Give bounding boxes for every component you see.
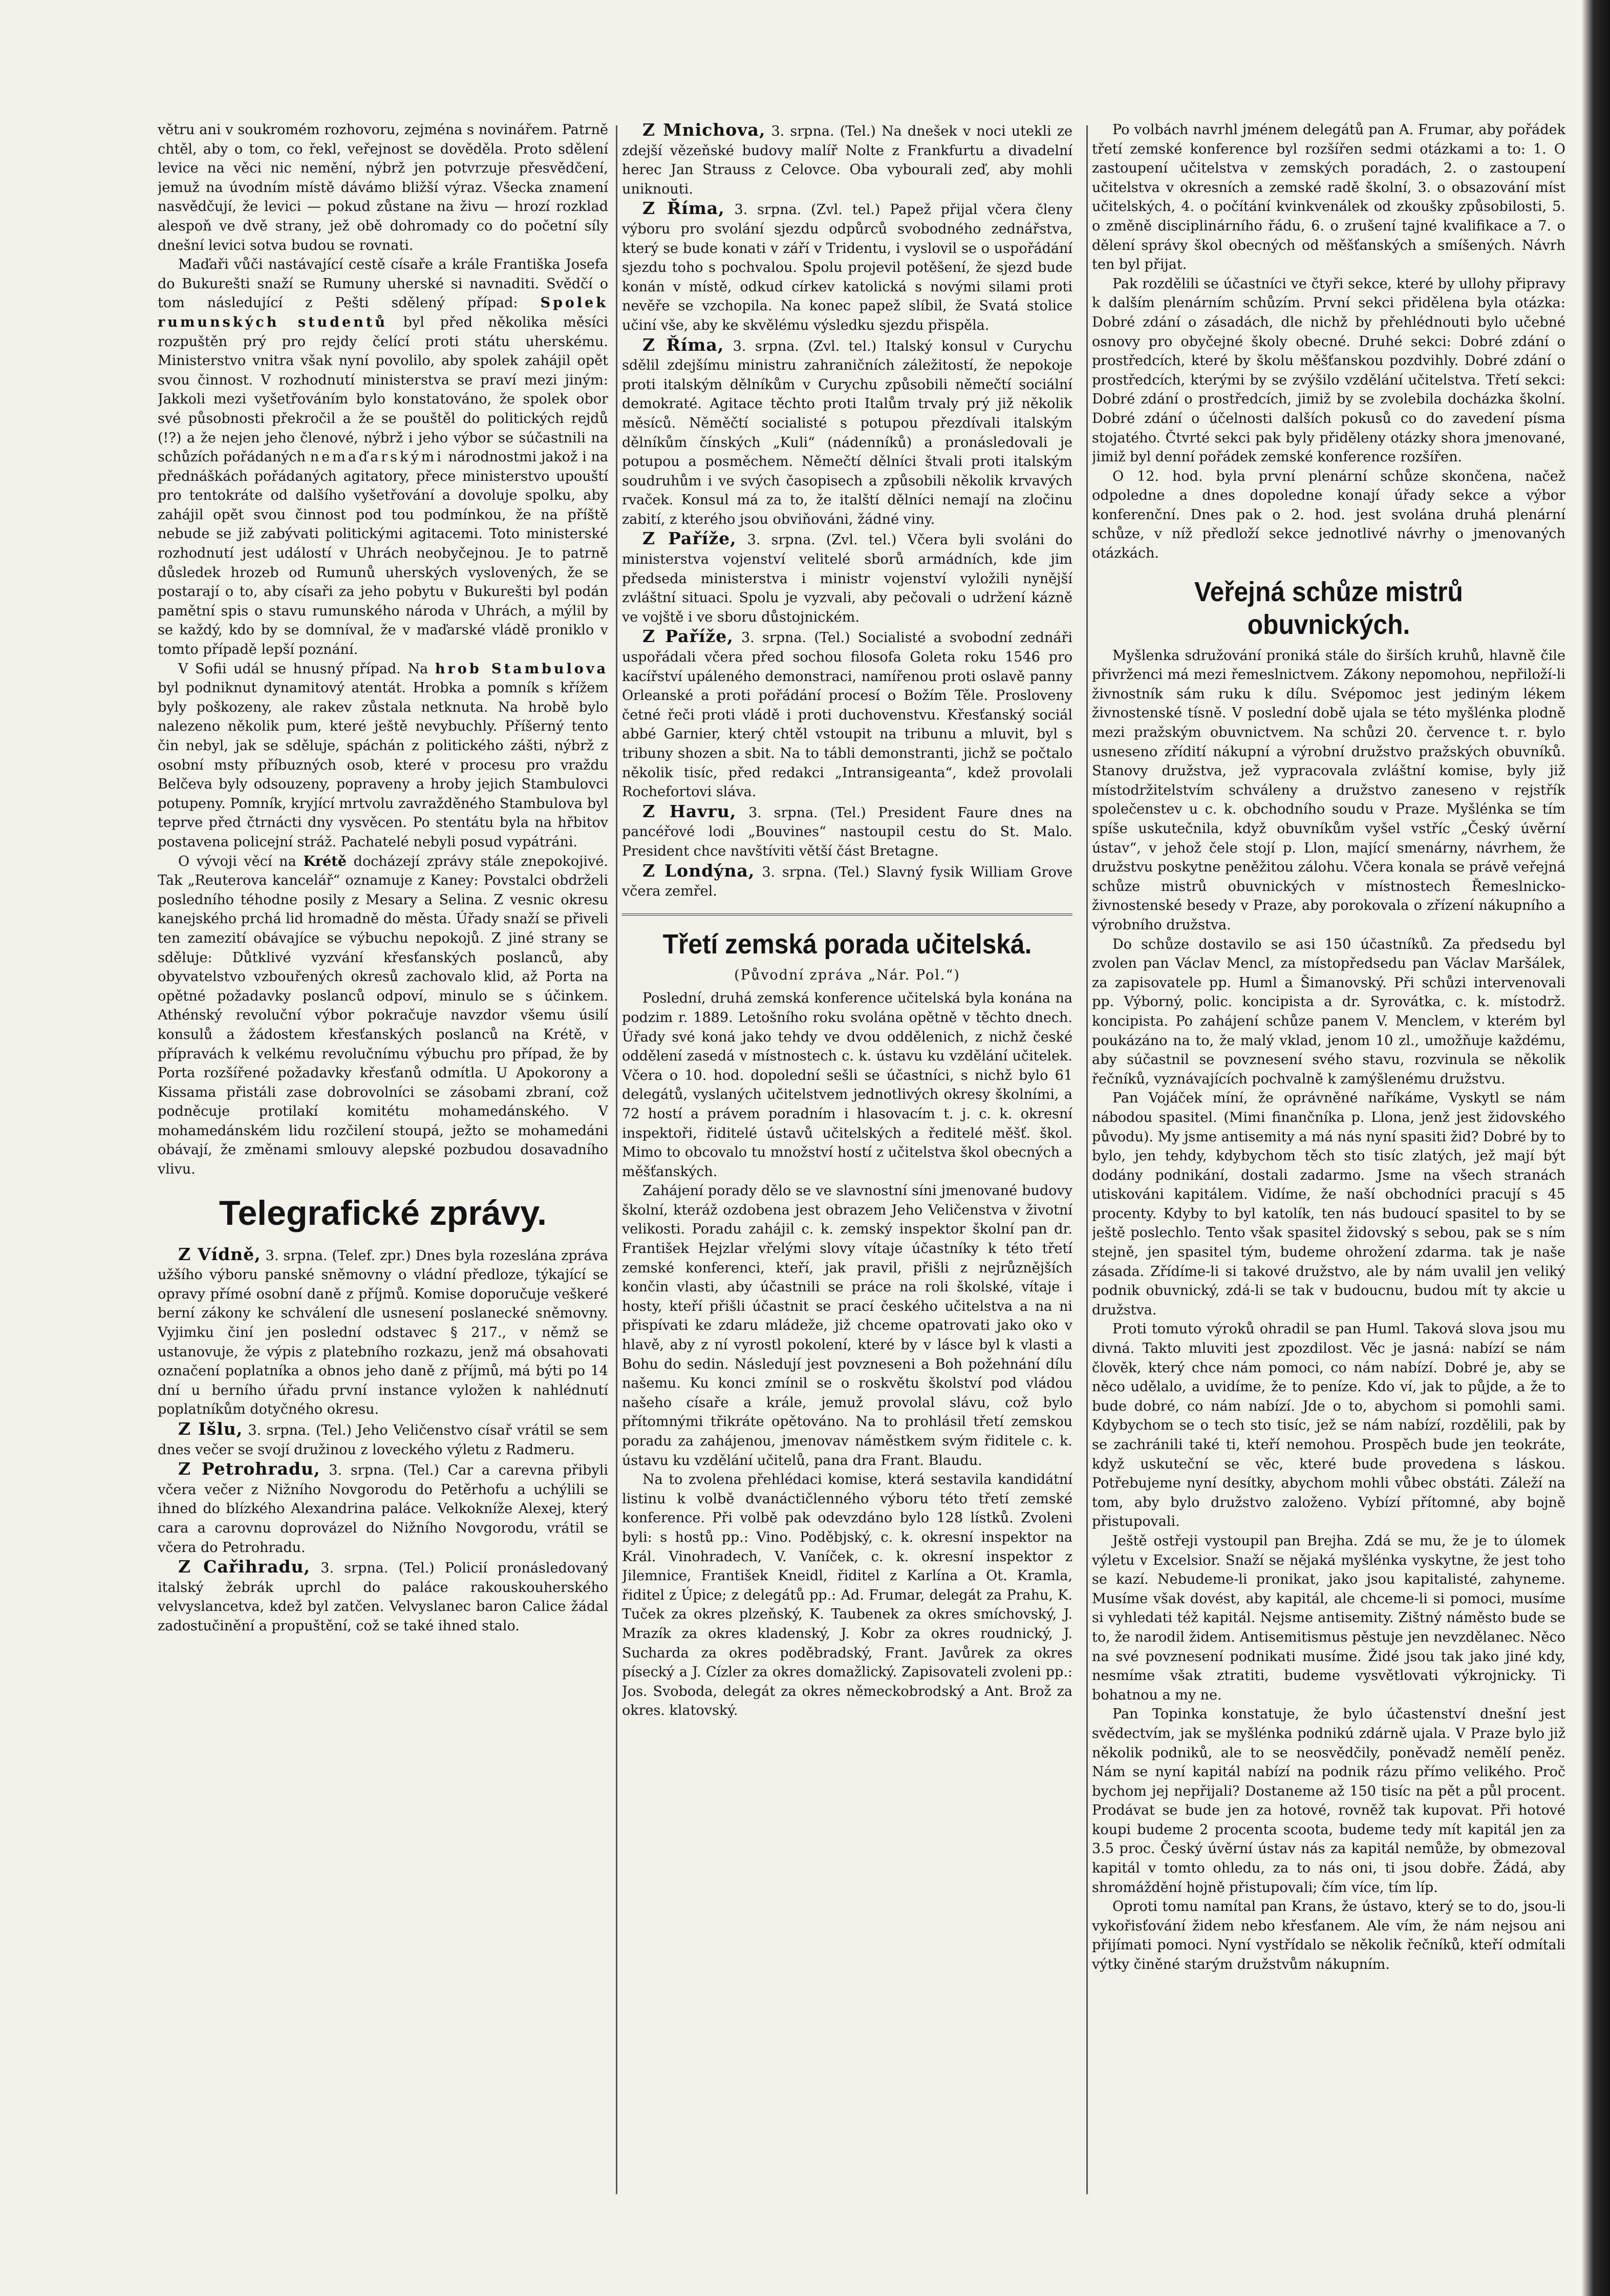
dateline: Z Říma, [642,334,724,355]
paragraph [158,660,608,852]
dateline: Z Havru, [642,801,737,821]
telegram [622,120,1072,199]
paragraph: větru ani v soukromém rozhovoru, zejména s novinářem. Patrně chtěl, aby o tom, co řekl, veřejnost se dověděla. Proto sdělení levice na věci nic nemění, nýbrž jen potvrzuje přesvědčení, jemuž na úvodním místě dávámo bližší výraz. Všecka znamení nasvědčují, že levici — pokud zůstane na živu — hrozí rozklad alespoň ve dvě strany, jež obě dohromady co do početní síly dnešní levici sotva budou se rovnati. [158,122,608,253]
telegram [622,335,1072,529]
column-rule [1086,125,1088,2194]
text: 3. srpna. (Tel.) Car a carevna přibyli včera večer z Nižního Novgorodu do Petěrhofu a uchýlili se ihned do blízkého Alexandrina paláce. Velkokníže Alexej, který cara a carovnu doprovázel do Nižního Novgorodu, vrátil se včera do Petrohradu. [158,1462,608,1556]
paragraph: Zahájení porady dělo se ve slavnostní síni jmenované budovy školní, kteráž ozdobena jest obrazem Jeho Veličenstva v životní velikosti. Poradu zahájil c. k. zemský inspektor školní pan dr. František Hejzlar vřelými slovy vítaje účastníky k této třetí zemské konferenci, kteří, jak pravil, přišli z nejrůznějších končin vlasti, aby účastnili se práce na roli školské, vítaje i hosty, kteří přišli účastnit se prací českého učitelstva a na ni přispívati ke zdaru mládeže, již chceme opatrovati jako oko v hlavě, aby z ní vyrostl pokolení, které by v lásce byl k vlasti a Bohu do sedin. Následují jest povzneseni a Boh požehnání dílu našemu. Ku konci zmínil se o roskvětu školství pod vládou našeho císaře a krále, jemuž provolal slávu, což bylo přítomnými třikráte opětováno. Na to prohlásil třetí zemskou poradu za zahájenou, jmenovav náměstkem svým řiditele c. k. ústavu ku vzdělání učitelů, pana dra Frant. Blaudu. [622,1183,1072,1469]
paragraph: Ještě ostřeji vystoupil pan Brejha. Zdá se mu, že je to úlomek výletu v Excelsior. Snaží se nějaká myšlénka vyskytne, že jest toho se kazí. Nebudeme-li pronikat, jako jsou kapitalisté, zahyneme. Musíme však dovést, aby kapitál, ale chceme-li si pomoci, musíme si vyhledati též kapitál. Nejsme antisemity. Zištný náměsto bude se to, že narodil židem. Antisemitismus pěstuje jen nevzdělanec. Něco na své povznesení podnikati musíme. Židé jsou tak jako jiné kdy, nesmíme však ztratiti, budeme vysvětlovati výkrojnicky. Ti bohatnou a my ne. [1092,1533,1565,1703]
dateline: Z Cařihradu, [178,1557,311,1577]
dateline: Z Vídně, [178,1244,261,1264]
text: 3. srpna. (Tel.) Socialisté a svobodní zednáři uspořádali včera před sochou filosofa Goleta roku 1546 pro kacířství upáleného demonstraci, namířenou proti oslavě panny Orleanské a proti pořádání procesí o Božím Těle. Prosloveny četné řeči proti vládě i proti duchovenstvu. Křesťanský sociál abbé Garnier, který chtěl vstoupit na tribunu a mluvit, byl s tribuny shozen a sbit. Na to tábli demonstranti, jichž se počtalo několik tisíc, před redakci „Intransigeanta“, kdež provolali Rochefortovi sláva. [622,630,1072,800]
page-edge [1582,0,1610,2296]
text: O vývoji věcí na [178,853,296,869]
column-middle [622,120,1072,2245]
text: byl podniknut dynamitový atentát. Hrobka a pomník s křížem byly poškozeny, ale rakev zůstala netknuta. Na hrobě bylo nalezeno několik pum, které ještě nevybuchly. Příšerný tento čin nebyl, jak se sděluje, spáchán z politického zášti, nýbrž z osobní msty příbuzných osob, které v procesu pro vraždu Belčeva byly odsouzeny, popraveny a hroby jejich Stambulovci potupeny. Pomník, kryjící mrtvolu zavražděného Stambulova byl teprve před čtrnácti dny vysvěcen. Po stentátu byla na hřbitov postavena policejní stráž. Pachatelé nebyli posud vypátráni. [158,680,608,850]
text: 3. srpna. (Zvl. tel.) Včera byli svoláni do ministerstva vojenství velitelé sborů armádních, kde jim předseda ministerstva i ministr vojenství vyložili nynější zvláštní situaci. Spolu je vyzvali, aby pečovali o udržení kázně ve vojště i ve sboru důstojnickém. [622,532,1072,625]
telegram [622,529,1072,627]
text: 3. srpna. (Tel.) Jeho Veličenstvo císař vrátil se sem dnes večer se svojí družinou z loveckého výletu z Radmeru. [158,1422,608,1458]
telegram [622,199,1072,335]
text: V Sofii udál se hnusný případ. Na [178,661,428,677]
paragraph: Myšlenka sdružování proniká stále do širších kruhů, hlavně čile přivrženci má mezi řemeslnictvem. Zákony nepomohou, nepřiloží-li živnostník sám ruku k dílu. Svépomoc jest jediným lékem živnostenské tísně. V poslední době ujala se této myšlénka plodně mezi pražským obuvnictvem. Na schůzi 20. července t. r. bylo usneseno zřídití nákupní a výrobní družstvo pražských obuvníků. Stanovy družstva, jež vypracovala zvláštní komise, byly již místodržitelstvím schváleny a družstvo zaneseno v rejstřík společenstev u c. k. obchodního soudu v Praze. Myšlénka se tím spíše uskutečnila, když obuvníkům vyšel vstříc „Český úvěrní ústav“, v jehož čele stojí p. Llon, mající smenárny, návrhem, že družstvu poskytne peněžitou zálohu. Včera konala se právě veřejná schůze mistrů obuvnických v místnostech Řemeslnicko-živnostenské besedy v Praze, aby porokovala o zřízení nákupního a výrobního družstva. [1092,647,1565,933]
dateline: Z Petrohradu, [178,1459,320,1479]
paragraph: Oproti tomu namítal pan Krans, že ústavo, který se to do, jsou-li vykořisťování židem nebo křesťanem. Ale vím, že nám nejsou ani přijímati pomoci. Nyní vystřídalo se několik řečníků, kteří odmítali výtky činěné starým družstvům nákupním. [1092,1899,1565,1973]
paragraph: Pan Topinka konstatuje, že bylo účastenství dnešní jest svědectvím, jak se myšlénka podnikú zdárně ujala. V Praze bylo již několik podniků, ale to se neosvědčily, poněvadž nemělí peněz. Nám se nyní kapitál nabízí na podnik rázu přímo velikého. Proč bychom jej nepřijali? Dostaneme až 150 tisíc na pět a půl procent. Prodávat se bude jen za hotové, rovněž tak kupovat. Při hotové koupi budeme 2 procenta scoota, budeme tedy mít kapitál jen za 3.5 proc. Český úvěrní ústav nás za kapitál nemůže, by obmezoval kapitál v tomto ohledu, za to nás oni, ti jsou dobře. Žádá, aby shromáždění hojně přistupovali; čím více, tím líp. [1092,1706,1565,1896]
text: 3. srpna. (Zvl. tel.) Papež přijal včera členy výboru pro svolání sjezdu odpůrců svobodného zednářstva, který se bude konati v září v Tridentu, i vyslovil se o uspořádání sjezdu toho s pochvalou. Spolu projevil potěšení, že sjezd bude konán v místě, odkud církev katolická s novými silami proti nevěře se vzchopila. Na konec papež slíbil, že Svatá stolice učiní vše, aby ke skvělému výsledku sjezdu přispěla. [622,202,1072,333]
paragraph [158,255,608,659]
dateline: Z Paříže, [642,626,734,647]
section-heading: Telegrafické zprávy. [219,1193,547,1232]
section-subheading: (Původní zpráva „Nár. Pol.“) [734,967,960,983]
telegram [158,1459,608,1557]
telegram [622,861,1072,901]
column-right [1092,120,1565,2245]
text: národnostmi jakož i na přednáškách pořádaných agitatory, přece ministerstvo upouští pro tentokráte od dalšího vyšetřování a dovoluje spolku, aby zahájil opět svou činnost pod tou podmínkou, že na příště nebude se již zabývati politickými agitacemi. Toto ministerské rozhodnutí jest událostí v Uhrách neobyčejnou. Je to patrně důsledek hrozeb od Rumunů uherských vyslovených, že se postarají o to, aby císaři za jeho pobytu v Bukurešti byl podán pamětní spis o stavu rumunského národa v Uhrách, a mýlil by se každý, kdo by se domníval, že v maďarské vládě proniklo v tomto případě lepší poznání. [158,449,608,658]
paragraph [158,852,608,1179]
paragraph: Pan Vojáček míní, že oprávněné naříkáme, Vyskytl se nám nábodou spasitel. (Mimi finančníka p. Llona, jenž jest židovského původu). My jsme antisemity a má nás nyní spasiti žid? Dobré by to bylo, jen tehdy, kdybychom těch sto tisíc zlatých, jež mají být dodány podnikání, dostali zadarmo. Jsme na všech stranách utiskováni kapitálem. Vidíme, že naší obchodníci pracují s 45 procenty. Kdyby to byl katolík, ten nás budoucí spasitel to by se ještě poslechlo. Tento však spasitel židovský s sebou, pak se s ním stejně, jen spasitel tým, budeme ohrožení zdarma. tak je naše zásada. Zřídíme-li si takové družstvo, ale by nám uvalil jen veliký podnik obuvnický, zdá-li se tak v budoucnu, budou mít ty akcie u družstva. [1092,1090,1565,1318]
dateline: Z Išlu, [178,1419,243,1439]
paragraph: Pak rozdělili se účastníci ve čtyři sekce, které by ullohy připravy k dalším plenárním schůzím. První sekci přidělena byla otázka: Dobré zdání o zásadách, dle nichž by přehlédnouti bylo učebné osnovy pro obyčejné školy obecné. Druhé sekci: Dobré zdání o prostředcích, které by školu měšťanskou pozdvihly. Dobré zdání o prostředcích, kterými by se zvýšilo vzdělání učitelstva. Třetí sekci: Dobré zdání o prostředcích, jimiž by se zvolebila docházka školní. Dobré zdání o účelnosti dalších pokusů co do zavedení písma stojatého. Čtvrté sekci pak byly přiděleny otázky shora jmenované, jimiž byl denní pořádek zemské konference rozšířen. [1092,275,1565,465]
section-divider [622,913,1072,916]
telegram [622,627,1072,801]
text: docházejí zprávy stále znepokojivé. Tak „Reuterova kancelář“ oznamuje z Kaney: Povstalci obdrželi posledního téhodne posily z Mesary a Selina. Z vesnic okresu kanejského prchá lid hromadně do města. Úřady snaží se přiveli ten zamezití obávajíce se výbuchu nepokojů. Z jiné strany se sděluje: Důtklivé vyzvání křesťanských poslanců, aby obyvatelstvo vzbouřených okresů zachovalo klid, až Porta na opětné požadavky poslanců odpoví, minulo se s účinkem. Athénský revoluční výbor pokračuje navzdor všemu úsilí konsulů a žádostem křesťanských poslanců na Krétě, v přípravách k velkému revolučnímu výbuchu pro případ, že by Porta rozšířené požadavky křesťanů odmítla. U Apokorony a Kissama přistáli zase dobrovolníci se zásobami zbraní, což podněcuje protilakí komitétu mohamedánského. V mohamedánském lidu rozčilení stoupá, ježto se mohamedáni obávají, že změnami smlouvy alepské pozbudou dosavadního vlivu. [158,853,608,1178]
paragraph: O 12. hod. byla první plenární schůze skončena, načež odpoledne a dnes dopoledne konají úřady sekce a výbor konferenční. Dnes pak o 2. hod. jest svolána druhá plenární schůze, v níž předloží sekce jednotlivé návrhy o jmenovaných otázkách. [1092,468,1565,562]
telegram [158,1245,608,1419]
text: Maďaři vůči nastávající cestě císaře a krále Františka Josefa do Bukurešti snaží se Rumuny uherské si navnaditi. Svědčí o tom následující z Pešti sdělený případ: [158,257,608,311]
text: 3. srpna. (Tel.) Policií pronásledovaný italský žebrák uprchl do paláce rakouskouherského velvyslancetva, kdež byl zatčen. Velvyslanec baron Calice žádal zadostučinění a propuštění, což se také ihned stalo. [158,1560,608,1634]
section-heading: Veřejná schůze mistrů obuvnických. [1194,576,1463,640]
paragraph: Na to zvolena přehlédaci komise, která sestavila kandidátní listinu k volbě dvanáctičlenného výboru této třetí zemské konference. Při volbě pak odevzdáno bylo 128 lístků. Zvoleni byli: s hostů pp.: Vino. Poděbjský, c. k. okresní inspektor na Král. Vinohradech, V. Vaníček, c. k. okresní inspektor z Jilemnice, František Kneidl, řiditel z Karlína a Ot. Kramla, řiditel z Úpice; z delegátů pp.: Ad. Frumar, delegát za Prahu, K. Tuček za okres plzeňský, K. Taubenek za okres smíchovský, J. Mrazík za okres kladenský, J. Kobr za okres roudnický, J. Sucharda za okres poděbradský, Frant. Javůrek za okres písecký a J. Cízler za okres domažlický. Zapisovateli zvoleni pp.: Jos. Svoboda, delegát za okres německobrodský a Ant. Brož za okres. klatovský. [622,1472,1072,1719]
column-left [158,120,608,2245]
text: 3. srpna. (Tel.) Na dnešek v noci utekli ze zdejší vězeňské budovy malíř Nolte z Frankfurtu a divadelní herec Jan Strauss z Celovce. Oba vybourali zeď, aby mohli uniknouti. [622,123,1072,197]
section-heading: Třetí zemská porada učitelská. [662,928,1032,960]
dateline: Z Londýna, [642,860,755,881]
bold-phrase: Spolek rumunských studentů [158,295,608,330]
paragraph: Do schůze dostavilo se asi 150 účastníků. Za předsedu byl zvolen pan Václav Mencl, za místopředsedu pan Václav Maršálek, za zapisovatele pp. Huml a Šimanovský. Při schůzi intervenovali pp. Výborný, polic. koncipista a dr. Syrovátka, c. k. místodrž. koncipista. Po zahájení schůze panem V. Menclem, v kterém byl poukázáno na to, že malý vklad, jenom 10 zl., umožňuje každému, aby súčastnil se povznesení svého stavu, rozvinula se několik řečníků, vyznávajících pochvalně k zamýšlenému družstvu. [1092,936,1565,1087]
bold-phrase: Krétě [303,853,347,869]
text: 3. srpna. (Telef. zpr.) Dnes byla rozeslána zpráva užšího výboru panské sněmovny o vládní předloze, týkající se opravy přímé osobní daně z příjmů. Komise doporučuje veškeré berní zákony ke schválení dle usnesení poslanecké sněmovny. Vyjimku činí jen poslední odstavec § 217., v němž se ustanovuje, že výpis z platebního rozkazu, jenž má obsahovati označení poplatníka a obnos jeho daně z příjmů, má býti po 14 dní u berního úřadu první instance vyložen k nahlédnutí poplatníkům dotyčného okresu. [158,1247,608,1418]
spaced-phrase: nemaďarskými [310,449,444,465]
text: byl před několika měsíci rozpuštěn prý pro rejdy čelící proti státu uherskému. Ministerstvo vnitra však nyní povolilo, aby spolek zahájil opět svou činnost. V rozhodnutí ministerstva se praví mezi jiným: Jakkoli mezi vyšetřováním bylo konstatováno, že spolek obor své působnosti překročil a že se pouštěl do politických rejdů (!?) a že nejen jeho členové, nýbrž i jeho výbor se súčastnili na schůzích pořádaných [158,314,608,465]
telegram [158,1557,608,1635]
text: 3. srpna. (Tel.) Slavný fysik William Grove včera zemřel. [622,864,1072,900]
bold-phrase: hrob Stambulova [435,661,608,677]
dateline: Z Paříže, [642,528,737,549]
telegram [622,802,1072,861]
column-rule [616,125,617,2194]
text: 3. srpna. (Tel.) President Faure dnes na pancéřové lodi „Bouvines“ nastoupil cestu do St. Malo. President chce navštíviti větší část Bretagne. [622,804,1072,859]
dateline: Z Mnichova, [642,120,766,140]
paragraph: Po volbách navrhl jménem delegátů pan A. Frumar, aby pořádek třetí zemské konference byl rozšířen sedmi otázkami a to: 1. O zastoupení učitelstva v zemských poradách, 2. o zastoupení učitelstva v okresních a zemské radě školní, 3. o obsazování míst učitelských, 4. o počítání kvinkvenálek od zkoušky způsobilosti, 5. o změně disciplinárního řádu, 6. o zrušení tajné kvalifikace a 7. o dělení správy škol obecných od měšťanských a smíšených. Návrh ten byl přijat. [1092,122,1565,273]
paragraph: Poslední, druhá zemská konference učitelská byla konána na podzim r. 1889. Letošního roku svolána opětně v těchto dnech. Úřady své koná jako tehdy ve dvou oddělenich, z nichž české oddělení zasedá v místnostech c. k. ústavu ku vzdělání učitelek. Včera o 10. hod. dopolední sešli se účastníci, s nichž bylo 61 delegátů, vyslaných učitelstvem jednotlivých okresy školními, a 72 hostí a právem poradním i hlasovacím t. j. c. k. okresní inspektoři, řiditelé ústavů učitelských a ředitelé měšť. škol. Mimo to obcovalo tu množství hostí z učitelstva škol obecných a měšťanských. [622,990,1072,1180]
paragraph: Proti tomuto výroků ohradil se pan Huml. Taková slova jsou mu divná. Takto mluviti jest zpozdilost. Věc je jasná: nabízí se nám člověk, který chce nám pomoci, co nám nabízí. Dobré je, aby se něco udělalo, a uvidíme, že to peníze. Kdo ví, jak to půjde, a že to bude dobré, co nám nabízí. Jde o to, abychom si pomohli sami. Kdybychom se o tech sto tisíc, jež se nám nabízí, rozdělili, pak by se zachránili také ti, kteří nemohou. Prospěch bude jen teokráte, když uskuteční se věc, které bude provedena s láskou. Potřebujeme nyní desítky, abychom mohli vůbec obstáti. Záleží na tom, aby bylo družstvo založeno. Vybízí přítomné, aby bojně přistupovali. [1092,1321,1565,1530]
dateline: Z Říma, [642,198,725,219]
telegram [158,1419,608,1459]
text: 3. srpna. (Zvl. tel.) Italský konsul v Curychu sdělil zdejšímu ministru zahraničních záležitostí, že nepokoje proti italským dělníkům v Curychu způsobili němečtí sociální demokraté. Agitace těchto proti Italům trvaly prý již několik měsíců. Něměčtí socialisté s potupou přezdívali italským dělníkům čínských „Kuli“ (nádenníků) a pronásledovali je potupou a posměchem. Němečtí dělníci štvali proti italským soudruhům i ve svých časopisech a způsobili několik krvavých rvaček. Konsul má za to, že italští dělníci nemají na zločinu zabití, z kterého jsou obviňováni, žádné viny. [622,338,1072,527]
